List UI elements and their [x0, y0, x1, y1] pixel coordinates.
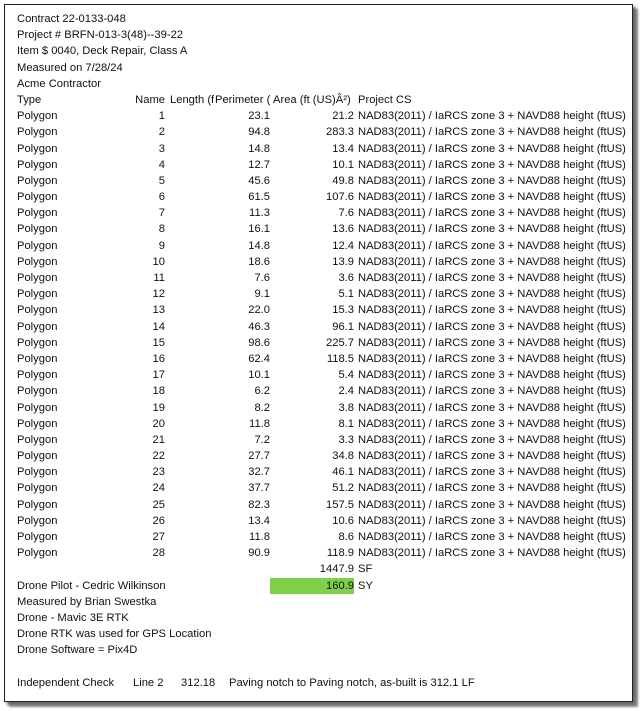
row-name: 27: [152, 531, 165, 543]
row-name: 7: [158, 207, 165, 220]
row-area: 8.1: [338, 417, 354, 430]
row-area: 157.5: [326, 498, 354, 511]
independent-check-value: 312.18: [181, 676, 216, 689]
table-row: [17, 351, 629, 367]
row-cs: NAD83(2011) / IaRCS zone 3 + NAVD88 height (ftUS): [358, 320, 626, 333]
column-header-type: Type: [17, 93, 42, 106]
row-type: Polygon: [17, 239, 58, 252]
total-sf-unit: SF: [358, 563, 373, 576]
independent-check-row: [17, 675, 629, 691]
row-name: 14: [152, 320, 165, 333]
row-name: 6: [158, 191, 165, 204]
row-type: Polygon: [17, 320, 58, 333]
row-name: 23: [152, 466, 165, 479]
row-name: 22: [152, 450, 165, 463]
row-cs: NAD83(2011) / IaRCS zone 3 + NAVD88 height (ftUS): [358, 272, 626, 284]
row-area: 8.6: [338, 531, 354, 543]
row-perimeter: 14.8: [248, 239, 270, 252]
row-type: Polygon: [17, 433, 58, 446]
row-cs: NAD83(2011) / IaRCS zone 3 + NAVD88 height (ftUS): [358, 401, 626, 414]
row-perimeter: 62.4: [248, 352, 270, 365]
row-perimeter: 23.1: [248, 110, 270, 123]
contractor-name: Acme Contractor: [17, 77, 101, 90]
row-cs: NAD83(2011) / IaRCS zone 3 + NAVD88 height (ftUS): [358, 126, 626, 139]
row-name: 17: [152, 369, 165, 382]
table-row: [17, 221, 629, 237]
total-sf-row: [17, 561, 629, 577]
independent-check-line: Line 2: [133, 676, 164, 689]
row-type: Polygon: [17, 369, 58, 382]
row-name: 26: [152, 514, 165, 527]
table-row: [17, 529, 629, 545]
row-cs: NAD83(2011) / IaRCS zone 3 + NAVD88 height (ftUS): [358, 385, 626, 398]
row-area: 118.9: [326, 547, 354, 560]
measured-by: Measured by Brian Swestka: [17, 595, 157, 608]
row-area: 49.8: [332, 174, 354, 187]
row-area: 10.1: [332, 158, 354, 171]
table-row: [17, 238, 629, 254]
row-cs: NAD83(2011) / IaRCS zone 3 + NAVD88 height (ftUS): [358, 482, 626, 495]
measured-date: Measured on 7/28/24: [17, 61, 123, 74]
table-row: [17, 513, 629, 529]
table-body: [17, 108, 629, 561]
row-type: Polygon: [17, 385, 58, 398]
table-row: [17, 432, 629, 448]
rtk-note: Drone RTK was used for GPS Location: [17, 628, 212, 641]
row-name: 18: [152, 385, 165, 398]
row-area: 3.6: [338, 272, 354, 284]
row-name: 4: [158, 158, 165, 171]
table-row: [17, 464, 629, 480]
row-area: 21.2: [332, 110, 354, 123]
row-area: 12.4: [332, 239, 354, 252]
table-header: [17, 92, 629, 108]
row-area: 34.8: [332, 450, 354, 463]
row-name: 15: [152, 336, 165, 349]
project-number: Project # BRFN-013-3(48)--39-22: [17, 29, 184, 42]
row-perimeter: 14.8: [248, 142, 270, 155]
row-perimeter: 32.7: [248, 466, 270, 479]
row-type: Polygon: [17, 450, 58, 463]
row-perimeter: 6.2: [254, 385, 270, 398]
row-perimeter: 16.1: [248, 223, 270, 236]
row-name: 3: [158, 142, 165, 155]
table-row: [17, 545, 629, 561]
table-row: [17, 383, 629, 399]
table-row: [17, 254, 629, 270]
row-perimeter: 13.4: [248, 514, 270, 527]
total-sy-value: 160.9: [270, 578, 354, 594]
row-area: 13.4: [332, 142, 354, 155]
row-cs: NAD83(2011) / IaRCS zone 3 + NAVD88 height (ftUS): [358, 110, 626, 123]
report-frame: [4, 4, 633, 702]
drone-pilot: Drone Pilot - Cedric Wilkinson: [17, 579, 166, 592]
independent-check-description: Paving notch to Paving notch, as-built is 312.1 LF: [229, 676, 475, 689]
row-perimeter: 98.6: [248, 336, 270, 349]
row-perimeter: 37.7: [248, 482, 270, 495]
row-type: Polygon: [17, 126, 58, 139]
table-row: [17, 497, 629, 513]
row-type: Polygon: [17, 142, 58, 155]
row-name: 21: [152, 433, 165, 446]
row-cs: NAD83(2011) / IaRCS zone 3 + NAVD88 height (ftUS): [358, 498, 626, 511]
row-type: Polygon: [17, 158, 58, 171]
row-name: 16: [152, 352, 165, 365]
row-perimeter: 9.1: [254, 288, 270, 301]
row-perimeter: 46.3: [248, 320, 270, 333]
row-cs: NAD83(2011) / IaRCS zone 3 + NAVD88 height (ftUS): [358, 450, 626, 463]
row-cs: NAD83(2011) / IaRCS zone 3 + NAVD88 height (ftUS): [358, 417, 626, 430]
row-area: 10.6: [332, 514, 354, 527]
row-cs: NAD83(2011) / IaRCS zone 3 + NAVD88 height (ftUS): [358, 336, 626, 349]
total-sy-unit: SY: [358, 579, 373, 592]
row-area: 118.5: [326, 352, 354, 365]
row-perimeter: 7.6: [254, 272, 270, 284]
row-area: 15.3: [332, 304, 354, 317]
table-row: [17, 400, 629, 416]
row-cs: NAD83(2011) / IaRCS zone 3 + NAVD88 height (ftUS): [358, 255, 626, 268]
row-cs: NAD83(2011) / IaRCS zone 3 + NAVD88 height (ftUS): [358, 466, 626, 479]
row-type: Polygon: [17, 191, 58, 204]
row-type: Polygon: [17, 498, 58, 511]
contract-number: Contract 22-0133-048: [17, 13, 126, 25]
row-type: Polygon: [17, 288, 58, 301]
column-header-name: Name: [135, 93, 165, 106]
table-row: [17, 448, 629, 464]
blank-line: [17, 659, 629, 675]
table-row: [17, 270, 629, 286]
row-cs: NAD83(2011) / IaRCS zone 3 + NAVD88 height (ftUS): [358, 142, 626, 155]
row-name: 19: [152, 401, 165, 414]
row-area: 107.6: [326, 191, 354, 204]
independent-check-label: Independent Check: [17, 676, 115, 689]
row-type: Polygon: [17, 207, 58, 220]
row-perimeter: 82.3: [248, 498, 270, 511]
row-perimeter: 18.6: [248, 255, 270, 268]
row-cs: NAD83(2011) / IaRCS zone 3 + NAVD88 height (ftUS): [358, 174, 626, 187]
row-perimeter: 22.0: [248, 304, 270, 317]
row-type: Polygon: [17, 255, 58, 268]
row-area: 3.8: [338, 401, 354, 414]
table-row: [17, 286, 629, 302]
row-area: 13.6: [332, 223, 354, 236]
row-area: 5.1: [338, 288, 354, 301]
table-row: [17, 367, 629, 383]
table-row: [17, 141, 629, 157]
row-area: 3.3: [338, 433, 354, 446]
item-description: Item $ 0040, Deck Repair, Class A: [17, 45, 188, 58]
table-row: [17, 319, 629, 335]
row-cs: NAD83(2011) / IaRCS zone 3 + NAVD88 height (ftUS): [358, 304, 626, 317]
row-type: Polygon: [17, 482, 58, 495]
row-cs: NAD83(2011) / IaRCS zone 3 + NAVD88 height (ftUS): [358, 531, 626, 543]
row-area: 7.6: [338, 207, 354, 220]
row-perimeter: 90.9: [248, 547, 270, 560]
row-perimeter: 94.8: [248, 126, 270, 139]
row-perimeter: 11.8: [249, 531, 270, 543]
row-name: 1: [158, 110, 165, 123]
column-header-perimeter: Perimeter (: [215, 93, 270, 106]
column-header-length: Length (f: [170, 93, 214, 106]
row-area: 46.1: [332, 466, 354, 479]
row-perimeter: 12.7: [248, 158, 270, 171]
row-type: Polygon: [17, 514, 58, 527]
row-type: Polygon: [17, 272, 58, 284]
row-type: Polygon: [17, 223, 58, 236]
row-type: Polygon: [17, 110, 58, 123]
row-type: Polygon: [17, 336, 58, 349]
row-perimeter: 27.7: [248, 450, 270, 463]
total-sy-row: [17, 578, 629, 594]
row-perimeter: 7.2: [254, 433, 270, 446]
row-cs: NAD83(2011) / IaRCS zone 3 + NAVD88 height (ftUS): [358, 207, 626, 220]
row-type: Polygon: [17, 417, 58, 430]
row-name: 20: [152, 417, 165, 430]
row-area: 96.1: [332, 320, 354, 333]
table-row: [17, 124, 629, 140]
row-name: 2: [158, 126, 165, 139]
total-sf-value: 1447.9: [319, 563, 354, 576]
row-type: Polygon: [17, 352, 58, 365]
table-row: [17, 416, 629, 432]
row-cs: NAD83(2011) / IaRCS zone 3 + NAVD88 height (ftUS): [358, 239, 626, 252]
row-cs: NAD83(2011) / IaRCS zone 3 + NAVD88 height (ftUS): [358, 369, 626, 382]
row-cs: NAD83(2011) / IaRCS zone 3 + NAVD88 height (ftUS): [358, 223, 626, 236]
row-type: Polygon: [17, 466, 58, 479]
table-row: [17, 302, 629, 318]
drone-model: Drone - Mavic 3E RTK: [17, 611, 129, 624]
row-area: 283.3: [326, 126, 354, 139]
row-cs: NAD83(2011) / IaRCS zone 3 + NAVD88 height (ftUS): [358, 191, 626, 204]
row-name: 9: [158, 239, 165, 252]
table-row: [17, 157, 629, 173]
row-perimeter: 10.1: [248, 369, 270, 382]
row-type: Polygon: [17, 174, 58, 187]
row-area: 13.9: [332, 255, 354, 268]
row-cs: NAD83(2011) / IaRCS zone 3 + NAVD88 height (ftUS): [358, 547, 626, 560]
row-type: Polygon: [17, 304, 58, 317]
table-row: [17, 173, 629, 189]
table-row: [17, 205, 629, 221]
row-area: 5.4: [338, 369, 354, 382]
row-type: Polygon: [17, 547, 58, 560]
row-type: Polygon: [17, 531, 58, 543]
row-cs: NAD83(2011) / IaRCS zone 3 + NAVD88 height (ftUS): [358, 514, 626, 527]
row-perimeter: 61.5: [248, 191, 270, 204]
row-name: 10: [152, 255, 165, 268]
row-name: 25: [152, 498, 165, 511]
row-name: 28: [152, 547, 165, 560]
row-area: 51.2: [332, 482, 354, 495]
software-note: Drone Software = Pix4D: [17, 644, 138, 657]
row-cs: NAD83(2011) / IaRCS zone 3 + NAVD88 height (ftUS): [358, 352, 626, 365]
table-row: [17, 335, 629, 351]
row-name: 12: [152, 288, 165, 301]
row-cs: NAD83(2011) / IaRCS zone 3 + NAVD88 height (ftUS): [358, 158, 626, 171]
column-header-area: Area (ft (US)Â²): [273, 93, 351, 106]
row-name: 8: [158, 223, 165, 236]
row-perimeter: 45.6: [248, 174, 270, 187]
row-area: 2.4: [338, 385, 354, 398]
table-row: [17, 480, 629, 496]
row-cs: NAD83(2011) / IaRCS zone 3 + NAVD88 height (ftUS): [358, 433, 626, 446]
column-header-cs: Project CS: [358, 93, 412, 106]
measurement-sheet: [17, 11, 629, 691]
row-name: 5: [158, 174, 165, 187]
row-area: 225.7: [326, 336, 354, 349]
table-row: [17, 189, 629, 205]
row-name: 13: [152, 304, 165, 317]
row-perimeter: 11.8: [249, 417, 270, 430]
row-type: Polygon: [17, 401, 58, 414]
row-perimeter: 8.2: [254, 401, 270, 414]
row-name: 24: [152, 482, 165, 495]
row-perimeter: 11.3: [249, 207, 270, 220]
row-cs: NAD83(2011) / IaRCS zone 3 + NAVD88 height (ftUS): [358, 288, 626, 301]
row-name: 11: [153, 272, 165, 284]
table-row: [17, 108, 629, 124]
